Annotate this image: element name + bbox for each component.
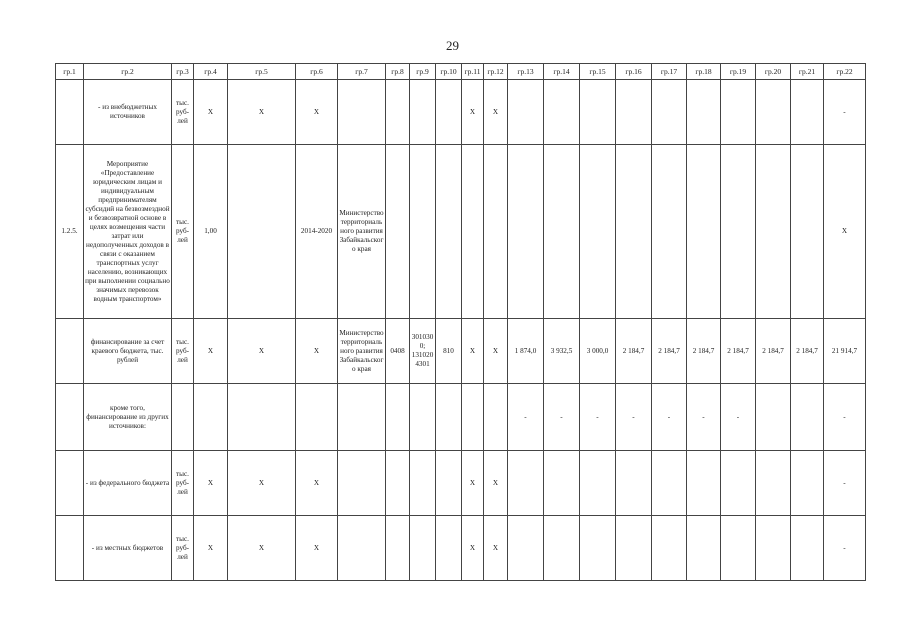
table-cell (508, 80, 544, 145)
table-cell (508, 451, 544, 516)
table-cell (228, 384, 296, 451)
table-cell: X (296, 80, 338, 145)
header-cell: гр.9 (410, 64, 436, 80)
table-cell (687, 80, 721, 145)
table-cell (721, 516, 756, 581)
table-cell (386, 516, 410, 581)
header-cell: гр.12 (484, 64, 508, 80)
table-cell: финансирование за счет краевого бюджета, тыс. рублей (84, 319, 172, 384)
table-cell (296, 384, 338, 451)
header-cell: гр.5 (228, 64, 296, 80)
table-cell (687, 451, 721, 516)
table-cell (338, 80, 386, 145)
table-cell (410, 145, 436, 319)
table-cell (756, 516, 791, 581)
table-cell: 1 874,0 (508, 319, 544, 384)
table-cell: Мероприятие «Предоставление юридическим лицам и индивидуальным предпринимателям субсидий на безвозмездной и безвозвратной основе в целях возмещения части затрат или недополученных доходов в связи с оказанием транспортных услуг населению, возникающих при выполнении социально значимых перевозок водным транспортом» (84, 145, 172, 319)
table-cell: X (194, 319, 228, 384)
table-cell: 2 184,7 (721, 319, 756, 384)
header-cell: гр.21 (791, 64, 824, 80)
table-cell (56, 516, 84, 581)
table-cell: X (824, 145, 866, 319)
table-cell (652, 516, 687, 581)
table-cell (721, 145, 756, 319)
table-cell: X (194, 516, 228, 581)
table-cell (436, 80, 462, 145)
table-cell (386, 451, 410, 516)
table-cell (410, 384, 436, 451)
table-cell (338, 451, 386, 516)
table-cell: тыс. руб-лей (172, 516, 194, 581)
header-cell: гр.15 (580, 64, 616, 80)
header-cell: гр.20 (756, 64, 791, 80)
table-cell (410, 80, 436, 145)
table-cell: X (296, 516, 338, 581)
table-cell (544, 451, 580, 516)
table-cell: 810 (436, 319, 462, 384)
program-table (55, 63, 866, 581)
table-row (56, 451, 866, 516)
table-cell (338, 384, 386, 451)
header-cell: гр.19 (721, 64, 756, 80)
header-cell: гр.10 (436, 64, 462, 80)
table-cell (616, 80, 652, 145)
table-cell (791, 516, 824, 581)
table-cell (756, 384, 791, 451)
table-cell: - (508, 384, 544, 451)
header-cell: гр.1 (56, 64, 84, 80)
header-cell: гр.16 (616, 64, 652, 80)
table-cell: X (462, 80, 484, 145)
table-cell: - из федерального бюджета (84, 451, 172, 516)
table-cell (616, 451, 652, 516)
table-cell: X (228, 319, 296, 384)
table-cell (580, 80, 616, 145)
table-cell (580, 516, 616, 581)
header-row (56, 64, 866, 80)
table-row (56, 319, 866, 384)
header-cell: гр.18 (687, 64, 721, 80)
table-cell: 1.2.5. (56, 145, 84, 319)
table-cell (484, 145, 508, 319)
table-cell: 2 184,7 (652, 319, 687, 384)
table-cell (616, 145, 652, 319)
table-cell (791, 384, 824, 451)
table-cell (721, 80, 756, 145)
table-cell (386, 384, 410, 451)
table-cell (56, 451, 84, 516)
table-cell: Министерство территориального развития Забайкальского края (338, 145, 386, 319)
table-cell: X (194, 80, 228, 145)
header-cell: гр.17 (652, 64, 687, 80)
table-cell: X (462, 451, 484, 516)
table-cell: - (824, 451, 866, 516)
table-cell: 1,00 (194, 145, 228, 319)
table-cell (687, 516, 721, 581)
header-cell: гр.4 (194, 64, 228, 80)
table-cell (508, 145, 544, 319)
table-cell (462, 145, 484, 319)
table-cell (544, 516, 580, 581)
table-cell: - (687, 384, 721, 451)
table-cell: тыс. руб-лей (172, 451, 194, 516)
table-cell (791, 451, 824, 516)
table-cell: X (484, 80, 508, 145)
table-cell (410, 516, 436, 581)
header-cell: гр.8 (386, 64, 410, 80)
table-cell (484, 384, 508, 451)
table-cell: тыс. руб-лей (172, 145, 194, 319)
table-row (56, 384, 866, 451)
table-cell: - (652, 384, 687, 451)
table-cell: 0408 (386, 319, 410, 384)
table-cell: 3 932,5 (544, 319, 580, 384)
table-cell: 2 184,7 (791, 319, 824, 384)
table-cell: X (194, 451, 228, 516)
table-cell: 301030 0; 131020 4301 (410, 319, 436, 384)
table-cell (791, 80, 824, 145)
table-cell (386, 145, 410, 319)
table-cell (544, 145, 580, 319)
table-cell (194, 384, 228, 451)
table-cell (791, 145, 824, 319)
table-cell (228, 145, 296, 319)
table-cell (338, 516, 386, 581)
table-cell: 3 000,0 (580, 319, 616, 384)
table-cell: X (228, 451, 296, 516)
header-cell: гр.22 (824, 64, 866, 80)
table-cell (172, 384, 194, 451)
table-cell: 2 184,7 (687, 319, 721, 384)
header-cell: гр.14 (544, 64, 580, 80)
table-cell (544, 80, 580, 145)
table-cell (436, 384, 462, 451)
table-cell: - (616, 384, 652, 451)
table-cell: X (484, 319, 508, 384)
table-cell (436, 451, 462, 516)
header-cell: гр.6 (296, 64, 338, 80)
table-cell (508, 516, 544, 581)
table-cell (56, 80, 84, 145)
table-cell: X (484, 516, 508, 581)
table-cell (56, 384, 84, 451)
page-number: 29 (446, 38, 459, 53)
table-cell (436, 516, 462, 581)
table-cell (652, 80, 687, 145)
table-cell (687, 145, 721, 319)
table-cell (462, 384, 484, 451)
table-cell (756, 80, 791, 145)
table-cell: X (296, 319, 338, 384)
table-cell (616, 516, 652, 581)
table-cell: кроме того, финансирование из других источников: (84, 384, 172, 451)
table-cell: тыс. руб-лей (172, 319, 194, 384)
table-cell (756, 451, 791, 516)
table-cell: - (824, 384, 866, 451)
table-row (56, 80, 866, 145)
table-cell: - из внебюджетных источников (84, 80, 172, 145)
header-cell: гр.7 (338, 64, 386, 80)
table-row (56, 145, 866, 319)
header-cell: гр.3 (172, 64, 194, 80)
table-cell (721, 451, 756, 516)
table-cell: X (462, 319, 484, 384)
table-cell: тыс. руб-лей (172, 80, 194, 145)
table-cell: X (296, 451, 338, 516)
table-cell (580, 145, 616, 319)
table-cell (756, 145, 791, 319)
table-cell: X (484, 451, 508, 516)
table-cell: - (544, 384, 580, 451)
table-cell: 2 184,7 (616, 319, 652, 384)
header-cell: гр.13 (508, 64, 544, 80)
table-cell: 2 184,7 (756, 319, 791, 384)
table-cell: - (721, 384, 756, 451)
table-cell (652, 145, 687, 319)
header-cell: гр.2 (84, 64, 172, 80)
table-cell: - (824, 516, 866, 581)
table-cell: - (580, 384, 616, 451)
table-cell: - из местных бюджетов (84, 516, 172, 581)
table-cell: 2014-2020 (296, 145, 338, 319)
table-row (56, 516, 866, 581)
table-cell: X (228, 80, 296, 145)
table-cell (580, 451, 616, 516)
table-cell (410, 451, 436, 516)
table-cell (386, 80, 410, 145)
table-cell: X (462, 516, 484, 581)
table-cell: 21 914,7 (824, 319, 866, 384)
table-cell: X (228, 516, 296, 581)
table-cell: Министерство территориального развития Забайкальского края (338, 319, 386, 384)
header-cell: гр.11 (462, 64, 484, 80)
table-cell (436, 145, 462, 319)
table-cell (56, 319, 84, 384)
table-cell: - (824, 80, 866, 145)
table-cell (652, 451, 687, 516)
